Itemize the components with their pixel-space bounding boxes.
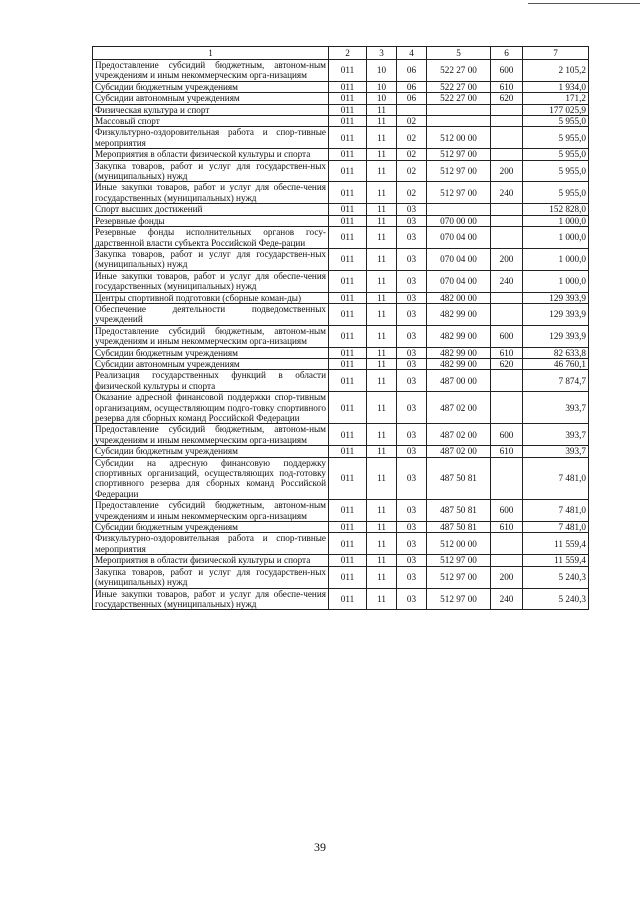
- row-name-cell: Резервные фонды: [93, 215, 329, 226]
- row-section-cell: 11: [367, 182, 397, 204]
- row-target-article-cell: 070 04 00: [427, 270, 491, 292]
- row-name-cell: Субсидии бюджетным учреждениям: [93, 347, 329, 358]
- row-subsection-cell: 03: [397, 446, 427, 457]
- row-section-cell: 11: [367, 204, 397, 215]
- row-name-cell: Предоставление субсидий бюджетным, автоном-ным учреждениям и иным некоммерческим орга-низациям: [93, 325, 329, 347]
- row-expense-type-cell: [491, 116, 523, 127]
- row-amount-cell: 393,7: [523, 392, 589, 424]
- row-subsection-cell: 06: [397, 81, 427, 92]
- row-expense-type-cell: 240: [491, 270, 523, 292]
- row-amount-cell: 1 000,0: [523, 248, 589, 270]
- row-section-cell: 11: [367, 347, 397, 358]
- row-subsection-cell: 03: [397, 325, 427, 347]
- row-amount-cell: 5 240,3: [523, 588, 589, 610]
- row-amount-cell: 7 481,0: [523, 522, 589, 533]
- row-ministry-code-cell: 011: [329, 392, 367, 424]
- row-ministry-code-cell: 011: [329, 182, 367, 204]
- table-row: [93, 370, 589, 392]
- row-name-cell: Субсидии автономным учреждениям: [93, 358, 329, 369]
- row-section-cell: 11: [367, 303, 397, 325]
- row-target-article-cell: 487 00 00: [427, 370, 491, 392]
- table-body: [93, 60, 589, 610]
- row-ministry-code-cell: 011: [329, 358, 367, 369]
- column-header-6: 6: [491, 47, 523, 60]
- row-ministry-code-cell: 011: [329, 204, 367, 215]
- row-target-article-cell: 487 02 00: [427, 446, 491, 457]
- row-subsection-cell: 02: [397, 182, 427, 204]
- row-amount-cell: 7 481,0: [523, 500, 589, 522]
- column-header-3: 3: [367, 47, 397, 60]
- row-amount-cell: 393,7: [523, 446, 589, 457]
- row-subsection-cell: 03: [397, 566, 427, 588]
- row-section-cell: 11: [367, 127, 397, 149]
- table-row: [93, 358, 589, 369]
- row-subsection-cell: 03: [397, 457, 427, 500]
- row-amount-cell: 129 393,9: [523, 325, 589, 347]
- row-expense-type-cell: [491, 392, 523, 424]
- table-row: [93, 500, 589, 522]
- row-section-cell: 11: [367, 522, 397, 533]
- table-row: [93, 325, 589, 347]
- row-expense-type-cell: 600: [491, 500, 523, 522]
- table-row: [93, 227, 589, 249]
- row-subsection-cell: 06: [397, 93, 427, 104]
- row-section-cell: 11: [367, 588, 397, 610]
- row-ministry-code-cell: 011: [329, 227, 367, 249]
- table-row: [93, 566, 589, 588]
- row-amount-cell: 171,2: [523, 93, 589, 104]
- row-name-cell: Обеспечение деятельности подведомственных учреждений: [93, 303, 329, 325]
- row-amount-cell: 5 955,0: [523, 127, 589, 149]
- row-subsection-cell: 03: [397, 424, 427, 446]
- row-name-cell: Резервные фонды исполнительных органов госу-дарственной власти субъекта Российской Феде-рации: [93, 227, 329, 249]
- row-subsection-cell: 03: [397, 555, 427, 566]
- table-row: [93, 81, 589, 92]
- row-expense-type-cell: [491, 149, 523, 160]
- row-target-article-cell: 522 27 00: [427, 93, 491, 104]
- row-subsection-cell: 03: [397, 347, 427, 358]
- row-amount-cell: 7 874,7: [523, 370, 589, 392]
- row-subsection-cell: 03: [397, 270, 427, 292]
- row-amount-cell: 5 955,0: [523, 182, 589, 204]
- row-target-article-cell: 487 02 00: [427, 392, 491, 424]
- row-section-cell: 10: [367, 93, 397, 104]
- row-amount-cell: 82 633,8: [523, 347, 589, 358]
- row-subsection-cell: 06: [397, 60, 427, 82]
- row-name-cell: Массовый спорт: [93, 116, 329, 127]
- row-section-cell: 10: [367, 81, 397, 92]
- table-row: [93, 116, 589, 127]
- row-expense-type-cell: 600: [491, 60, 523, 82]
- row-target-article-cell: [427, 104, 491, 115]
- row-section-cell: 11: [367, 160, 397, 182]
- row-name-cell: Закупка товаров, работ и услуг для государствен-ных (муниципальных) нужд: [93, 248, 329, 270]
- row-name-cell: Иные закупки товаров, работ и услуг для обеспе-чения государственных (муниципальных) нужд: [93, 270, 329, 292]
- row-expense-type-cell: [491, 127, 523, 149]
- row-target-article-cell: 487 02 00: [427, 424, 491, 446]
- row-subsection-cell: 02: [397, 116, 427, 127]
- table-row: [93, 588, 589, 610]
- row-expense-type-cell: 610: [491, 81, 523, 92]
- table-header-row: [93, 47, 589, 60]
- row-target-article-cell: 482 99 00: [427, 325, 491, 347]
- row-subsection-cell: 03: [397, 533, 427, 555]
- row-ministry-code-cell: 011: [329, 270, 367, 292]
- row-name-cell: Иные закупки товаров, работ и услуг для обеспе-чения государственных (муниципальных) нужд: [93, 588, 329, 610]
- row-expense-type-cell: 610: [491, 446, 523, 457]
- table-row: [93, 292, 589, 303]
- row-ministry-code-cell: 011: [329, 588, 367, 610]
- row-expense-type-cell: 200: [491, 566, 523, 588]
- row-name-cell: Предоставление субсидий бюджетным, автоном-ным учреждениям и иным некоммерческим орга-низациям: [93, 60, 329, 82]
- column-header-7: 7: [523, 47, 589, 60]
- row-section-cell: 11: [367, 325, 397, 347]
- row-name-cell: Реализация государственных функций в области физической культуры и спорта: [93, 370, 329, 392]
- table-row: [93, 457, 589, 500]
- row-amount-cell: 5 955,0: [523, 116, 589, 127]
- row-target-article-cell: 512 97 00: [427, 555, 491, 566]
- table-row: [93, 347, 589, 358]
- row-target-article-cell: [427, 116, 491, 127]
- row-name-cell: Предоставление субсидий бюджетным, автоном-ным учреждениям и иным некоммерческим орга-низациям: [93, 500, 329, 522]
- row-section-cell: 11: [367, 533, 397, 555]
- row-ministry-code-cell: 011: [329, 149, 367, 160]
- row-section-cell: 11: [367, 392, 397, 424]
- row-amount-cell: 5 955,0: [523, 160, 589, 182]
- row-target-article-cell: 482 00 00: [427, 292, 491, 303]
- row-expense-type-cell: 240: [491, 182, 523, 204]
- row-ministry-code-cell: 011: [329, 555, 367, 566]
- table-row: [93, 160, 589, 182]
- row-amount-cell: 2 105,2: [523, 60, 589, 82]
- row-section-cell: 11: [367, 104, 397, 115]
- row-ministry-code-cell: 011: [329, 424, 367, 446]
- row-amount-cell: 152 828,0: [523, 204, 589, 215]
- row-ministry-code-cell: 011: [329, 325, 367, 347]
- row-section-cell: 11: [367, 248, 397, 270]
- row-ministry-code-cell: 011: [329, 566, 367, 588]
- row-expense-type-cell: 600: [491, 424, 523, 446]
- table-row: [93, 248, 589, 270]
- row-target-article-cell: 487 50 81: [427, 522, 491, 533]
- row-section-cell: 11: [367, 215, 397, 226]
- row-expense-type-cell: [491, 555, 523, 566]
- row-ministry-code-cell: 011: [329, 93, 367, 104]
- row-target-article-cell: 512 00 00: [427, 533, 491, 555]
- row-expense-type-cell: 200: [491, 248, 523, 270]
- row-expense-type-cell: 620: [491, 358, 523, 369]
- row-name-cell: Мероприятия в области физической культуры и спорта: [93, 149, 329, 160]
- table-row: [93, 270, 589, 292]
- row-name-cell: Физкультурно-оздоровительная работа и спор-тивные мероприятия: [93, 533, 329, 555]
- budget-table: [92, 46, 589, 610]
- row-subsection-cell: 03: [397, 303, 427, 325]
- row-target-article-cell: 512 00 00: [427, 127, 491, 149]
- row-ministry-code-cell: 011: [329, 457, 367, 500]
- row-ministry-code-cell: 011: [329, 215, 367, 226]
- row-name-cell: Закупка товаров, работ и услуг для государствен-ных (муниципальных) нужд: [93, 566, 329, 588]
- row-amount-cell: 7 481,0: [523, 457, 589, 500]
- row-subsection-cell: 03: [397, 292, 427, 303]
- table-row: [93, 149, 589, 160]
- row-ministry-code-cell: 011: [329, 303, 367, 325]
- row-subsection-cell: 03: [397, 215, 427, 226]
- column-header-2: 2: [329, 47, 367, 60]
- row-target-article-cell: 487 50 81: [427, 457, 491, 500]
- row-expense-type-cell: [491, 533, 523, 555]
- row-expense-type-cell: [491, 204, 523, 215]
- table-row: [93, 533, 589, 555]
- table-row: [93, 127, 589, 149]
- row-target-article-cell: 070 00 00: [427, 215, 491, 226]
- row-expense-type-cell: [491, 104, 523, 115]
- row-name-cell: Физическая культура и спорт: [93, 104, 329, 115]
- table-row: [93, 104, 589, 115]
- row-name-cell: Иные закупки товаров, работ и услуг для обеспе-чения государственных (муниципальных) нужд: [93, 182, 329, 204]
- row-section-cell: 11: [367, 424, 397, 446]
- row-subsection-cell: 03: [397, 500, 427, 522]
- top-rule: [528, 3, 640, 4]
- row-target-article-cell: 070 04 00: [427, 227, 491, 249]
- row-target-article-cell: [427, 204, 491, 215]
- row-ministry-code-cell: 011: [329, 292, 367, 303]
- row-subsection-cell: 02: [397, 149, 427, 160]
- table-row: [93, 303, 589, 325]
- row-target-article-cell: 512 97 00: [427, 160, 491, 182]
- row-ministry-code-cell: 011: [329, 60, 367, 82]
- row-amount-cell: 5 240,3: [523, 566, 589, 588]
- row-expense-type-cell: [491, 292, 523, 303]
- row-amount-cell: 1 000,0: [523, 215, 589, 226]
- row-amount-cell: 129 393,9: [523, 292, 589, 303]
- row-target-article-cell: 522 27 00: [427, 60, 491, 82]
- row-subsection-cell: 03: [397, 588, 427, 610]
- table-row: [93, 182, 589, 204]
- row-name-cell: Центры спортивной подготовки (сборные коман-ды): [93, 292, 329, 303]
- row-name-cell: Закупка товаров, работ и услуг для государствен-ных (муниципальных) нужд: [93, 160, 329, 182]
- row-target-article-cell: 512 97 00: [427, 182, 491, 204]
- row-expense-type-cell: 200: [491, 160, 523, 182]
- row-section-cell: 11: [367, 370, 397, 392]
- row-expense-type-cell: 610: [491, 522, 523, 533]
- row-ministry-code-cell: 011: [329, 160, 367, 182]
- row-section-cell: 11: [367, 149, 397, 160]
- row-target-article-cell: 482 99 00: [427, 303, 491, 325]
- row-target-article-cell: 512 97 00: [427, 149, 491, 160]
- table-row: [93, 446, 589, 457]
- row-ministry-code-cell: 011: [329, 446, 367, 457]
- row-section-cell: 11: [367, 555, 397, 566]
- row-section-cell: 11: [367, 457, 397, 500]
- row-amount-cell: 177 025,9: [523, 104, 589, 115]
- row-target-article-cell: 512 97 00: [427, 566, 491, 588]
- row-subsection-cell: 03: [397, 370, 427, 392]
- row-name-cell: Физкультурно-оздоровительная работа и спор-тивные мероприятия: [93, 127, 329, 149]
- row-ministry-code-cell: 011: [329, 347, 367, 358]
- row-section-cell: 11: [367, 566, 397, 588]
- row-amount-cell: 1 934,0: [523, 81, 589, 92]
- row-subsection-cell: 02: [397, 127, 427, 149]
- row-name-cell: Субсидии автономным учреждениям: [93, 93, 329, 104]
- row-amount-cell: 129 393,9: [523, 303, 589, 325]
- row-target-article-cell: 482 99 00: [427, 358, 491, 369]
- row-ministry-code-cell: 011: [329, 81, 367, 92]
- row-section-cell: 11: [367, 270, 397, 292]
- column-header-5: 5: [427, 47, 491, 60]
- row-section-cell: 10: [367, 60, 397, 82]
- row-section-cell: 11: [367, 446, 397, 457]
- page-number: 39: [314, 840, 326, 854]
- table-row: [93, 555, 589, 566]
- row-subsection-cell: 02: [397, 160, 427, 182]
- row-target-article-cell: 482 99 00: [427, 347, 491, 358]
- row-expense-type-cell: 600: [491, 325, 523, 347]
- row-ministry-code-cell: 011: [329, 522, 367, 533]
- row-amount-cell: 11 559,4: [523, 533, 589, 555]
- row-expense-type-cell: [491, 370, 523, 392]
- row-target-article-cell: 487 50 81: [427, 500, 491, 522]
- table-row: [93, 215, 589, 226]
- table-row: [93, 424, 589, 446]
- row-target-article-cell: 522 27 00: [427, 81, 491, 92]
- row-subsection-cell: 03: [397, 227, 427, 249]
- row-name-cell: Субсидии бюджетным учреждениям: [93, 522, 329, 533]
- row-amount-cell: 46 760,1: [523, 358, 589, 369]
- table-row: [93, 204, 589, 215]
- table-row: [93, 60, 589, 82]
- row-amount-cell: 5 955,0: [523, 149, 589, 160]
- row-name-cell: Мероприятия в области физической культуры и спорта: [93, 555, 329, 566]
- row-subsection-cell: 03: [397, 248, 427, 270]
- row-section-cell: 11: [367, 116, 397, 127]
- row-ministry-code-cell: 011: [329, 500, 367, 522]
- row-ministry-code-cell: 011: [329, 370, 367, 392]
- row-amount-cell: 393,7: [523, 424, 589, 446]
- row-target-article-cell: 070 04 00: [427, 248, 491, 270]
- row-amount-cell: 11 559,4: [523, 555, 589, 566]
- row-expense-type-cell: 610: [491, 347, 523, 358]
- row-expense-type-cell: 620: [491, 93, 523, 104]
- row-expense-type-cell: [491, 303, 523, 325]
- row-ministry-code-cell: 011: [329, 104, 367, 115]
- row-name-cell: Оказание адресной финансовой поддержки спор-тивным организациям, осуществляющим подго-товку спортивного резерва для сборных команд Российской Федерации: [93, 392, 329, 424]
- row-target-article-cell: 512 97 00: [427, 588, 491, 610]
- row-ministry-code-cell: 011: [329, 533, 367, 555]
- row-name-cell: Субсидии бюджетным учреждениям: [93, 81, 329, 92]
- row-name-cell: Субсидии на адресную финансовую поддержку спортивных организаций, осуществляющих под-готовку спортивного резерва для сборных команд Российской Федерации: [93, 457, 329, 500]
- column-header-1: 1: [93, 47, 329, 60]
- table-row: [93, 93, 589, 104]
- row-subsection-cell: 03: [397, 204, 427, 215]
- row-expense-type-cell: [491, 227, 523, 249]
- row-subsection-cell: 03: [397, 392, 427, 424]
- row-name-cell: Субсидии бюджетным учреждениям: [93, 446, 329, 457]
- row-expense-type-cell: 240: [491, 588, 523, 610]
- row-amount-cell: 1 000,0: [523, 270, 589, 292]
- row-section-cell: 11: [367, 292, 397, 303]
- row-section-cell: 11: [367, 358, 397, 369]
- row-expense-type-cell: [491, 457, 523, 500]
- row-subsection-cell: [397, 104, 427, 115]
- column-header-4: 4: [397, 47, 427, 60]
- row-name-cell: Предоставление субсидий бюджетным, автоном-ным учреждениям и иным некоммерческим орга-низациям: [93, 424, 329, 446]
- row-ministry-code-cell: 011: [329, 116, 367, 127]
- row-subsection-cell: 03: [397, 358, 427, 369]
- row-section-cell: 11: [367, 227, 397, 249]
- row-ministry-code-cell: 011: [329, 248, 367, 270]
- row-expense-type-cell: [491, 215, 523, 226]
- row-section-cell: 11: [367, 500, 397, 522]
- table-row: [93, 522, 589, 533]
- row-ministry-code-cell: 011: [329, 127, 367, 149]
- row-name-cell: Спорт высших достижений: [93, 204, 329, 215]
- table-row: [93, 392, 589, 424]
- row-amount-cell: 1 000,0: [523, 227, 589, 249]
- row-subsection-cell: 03: [397, 522, 427, 533]
